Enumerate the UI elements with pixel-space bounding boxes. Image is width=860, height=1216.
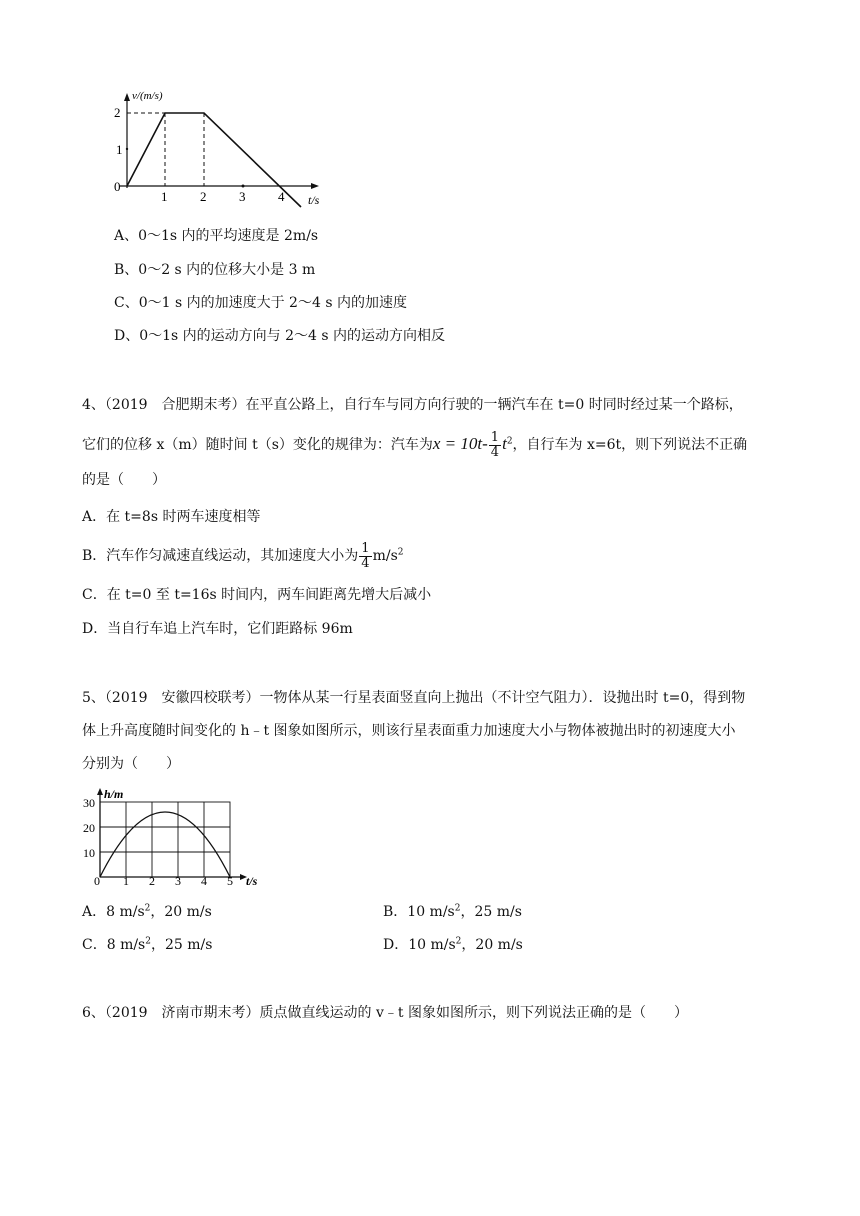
y-axis-label: v/(m/s) [132,90,163,102]
y-tick-2: 2 [114,105,121,120]
h-tick-30: 30 [83,796,95,810]
x-tick-2: 2 [200,189,207,204]
vt-graph [110,85,325,210]
q5-option-a: A．8 $m/s^2$，20 m/s [82,903,212,920]
q4-stem-line3: 的是（ ） [82,472,166,488]
velocity-line [127,113,301,207]
q4-optb-fraction: $\frac{1}{4}$ [361,540,370,571]
t-tick-1: 1 [123,874,129,886]
q3-option-a: A、0～1s 内的平均速度是 2m/s [114,228,319,244]
x-tick-1: 1 [161,189,168,204]
q4-stem-line2: 它们的位移 x（m）随时间 t（s）变化的规律为：汽车为x = 10t- $\frac{1}{4}$ $t^2$，自行车为 x=6t，则下列说法不正确 [82,429,748,460]
q3-option-d: D、0～1s 内的运动方向与 2～4 s 内的运动方向相反 [114,328,446,344]
t-tick-5: 5 [227,874,233,886]
q6-stem-line1: 6、（2019 济南市期末考）质点做直线运动的 v﹣t 图象如图所示，则下列说法正确的是（ ） [82,1005,688,1021]
q5-stem-line2: 体上升高度随时间变化的 h﹣t 图象如图所示，则该行星表面重力加速度大小与物体被抛出时的初速度大小 [82,723,736,739]
x-tick-4: 4 [278,189,285,204]
q4-option-c: C．在 t=0 至 t=16s 时间内，两车间距离先增大后减小 [82,587,432,603]
t-tick-4: 4 [201,874,207,886]
h-tick-10: 10 [83,846,95,860]
x-axis-label: t/s [308,193,320,207]
q3-option-b: B、0～2 s 内的位移大小是 3 m [114,262,316,278]
h-axis-label: h/m [104,787,124,801]
t-tick-0: 0 [94,874,100,886]
q5-stem-line1: 5、（2019 安徽四校联考）一物体从某一行星表面竖直向上抛出（不计空气阻力）．设抛出时 t=0，得到物 [82,690,746,706]
q4-option-b: B．汽车作匀减速直线运动，其加速度大小为 $\frac{1}{4}$ $m/s^2$ [82,540,404,571]
q5-stem-line3: 分别为（ ） [82,756,180,772]
q5-option-c: C．8 $m/s^2$，25 m/s [82,936,213,953]
t-tick-3: 3 [175,874,181,886]
q4-formula-fraction: $\frac{1}{4}$ [490,429,500,460]
q4-option-d: D．当自行车追上汽车时，它们距路标 96m [82,621,353,637]
t-tick-2: 2 [149,874,155,886]
q4-stem-line1: 4、（2019 合肥期末考）在平直公路上，自行车与同方向行驶的一辆汽车在 t=0 时同时经过某一个路标， [82,397,743,413]
q4-option-a: A．在 t=8s 时两车速度相等 [82,509,261,525]
h-tick-20: 20 [83,821,95,835]
q4-formula: x = 10t- [432,434,488,453]
y-tick-0: 0 [114,179,121,194]
q5-option-d: D．10 $m/s^2$，20 m/s [383,936,523,953]
height-curve [100,812,230,877]
q5-option-b: B．10 $m/s^2$，25 m/s [383,903,522,920]
x-tick-3: 3 [239,189,246,204]
t-axis-label: t/s [246,874,258,886]
y-tick-1: 1 [116,142,123,157]
ht-graph [80,786,265,886]
q3-option-c: C、0～1 s 内的加速度大于 2～4 s 内的加速度 [114,295,407,311]
